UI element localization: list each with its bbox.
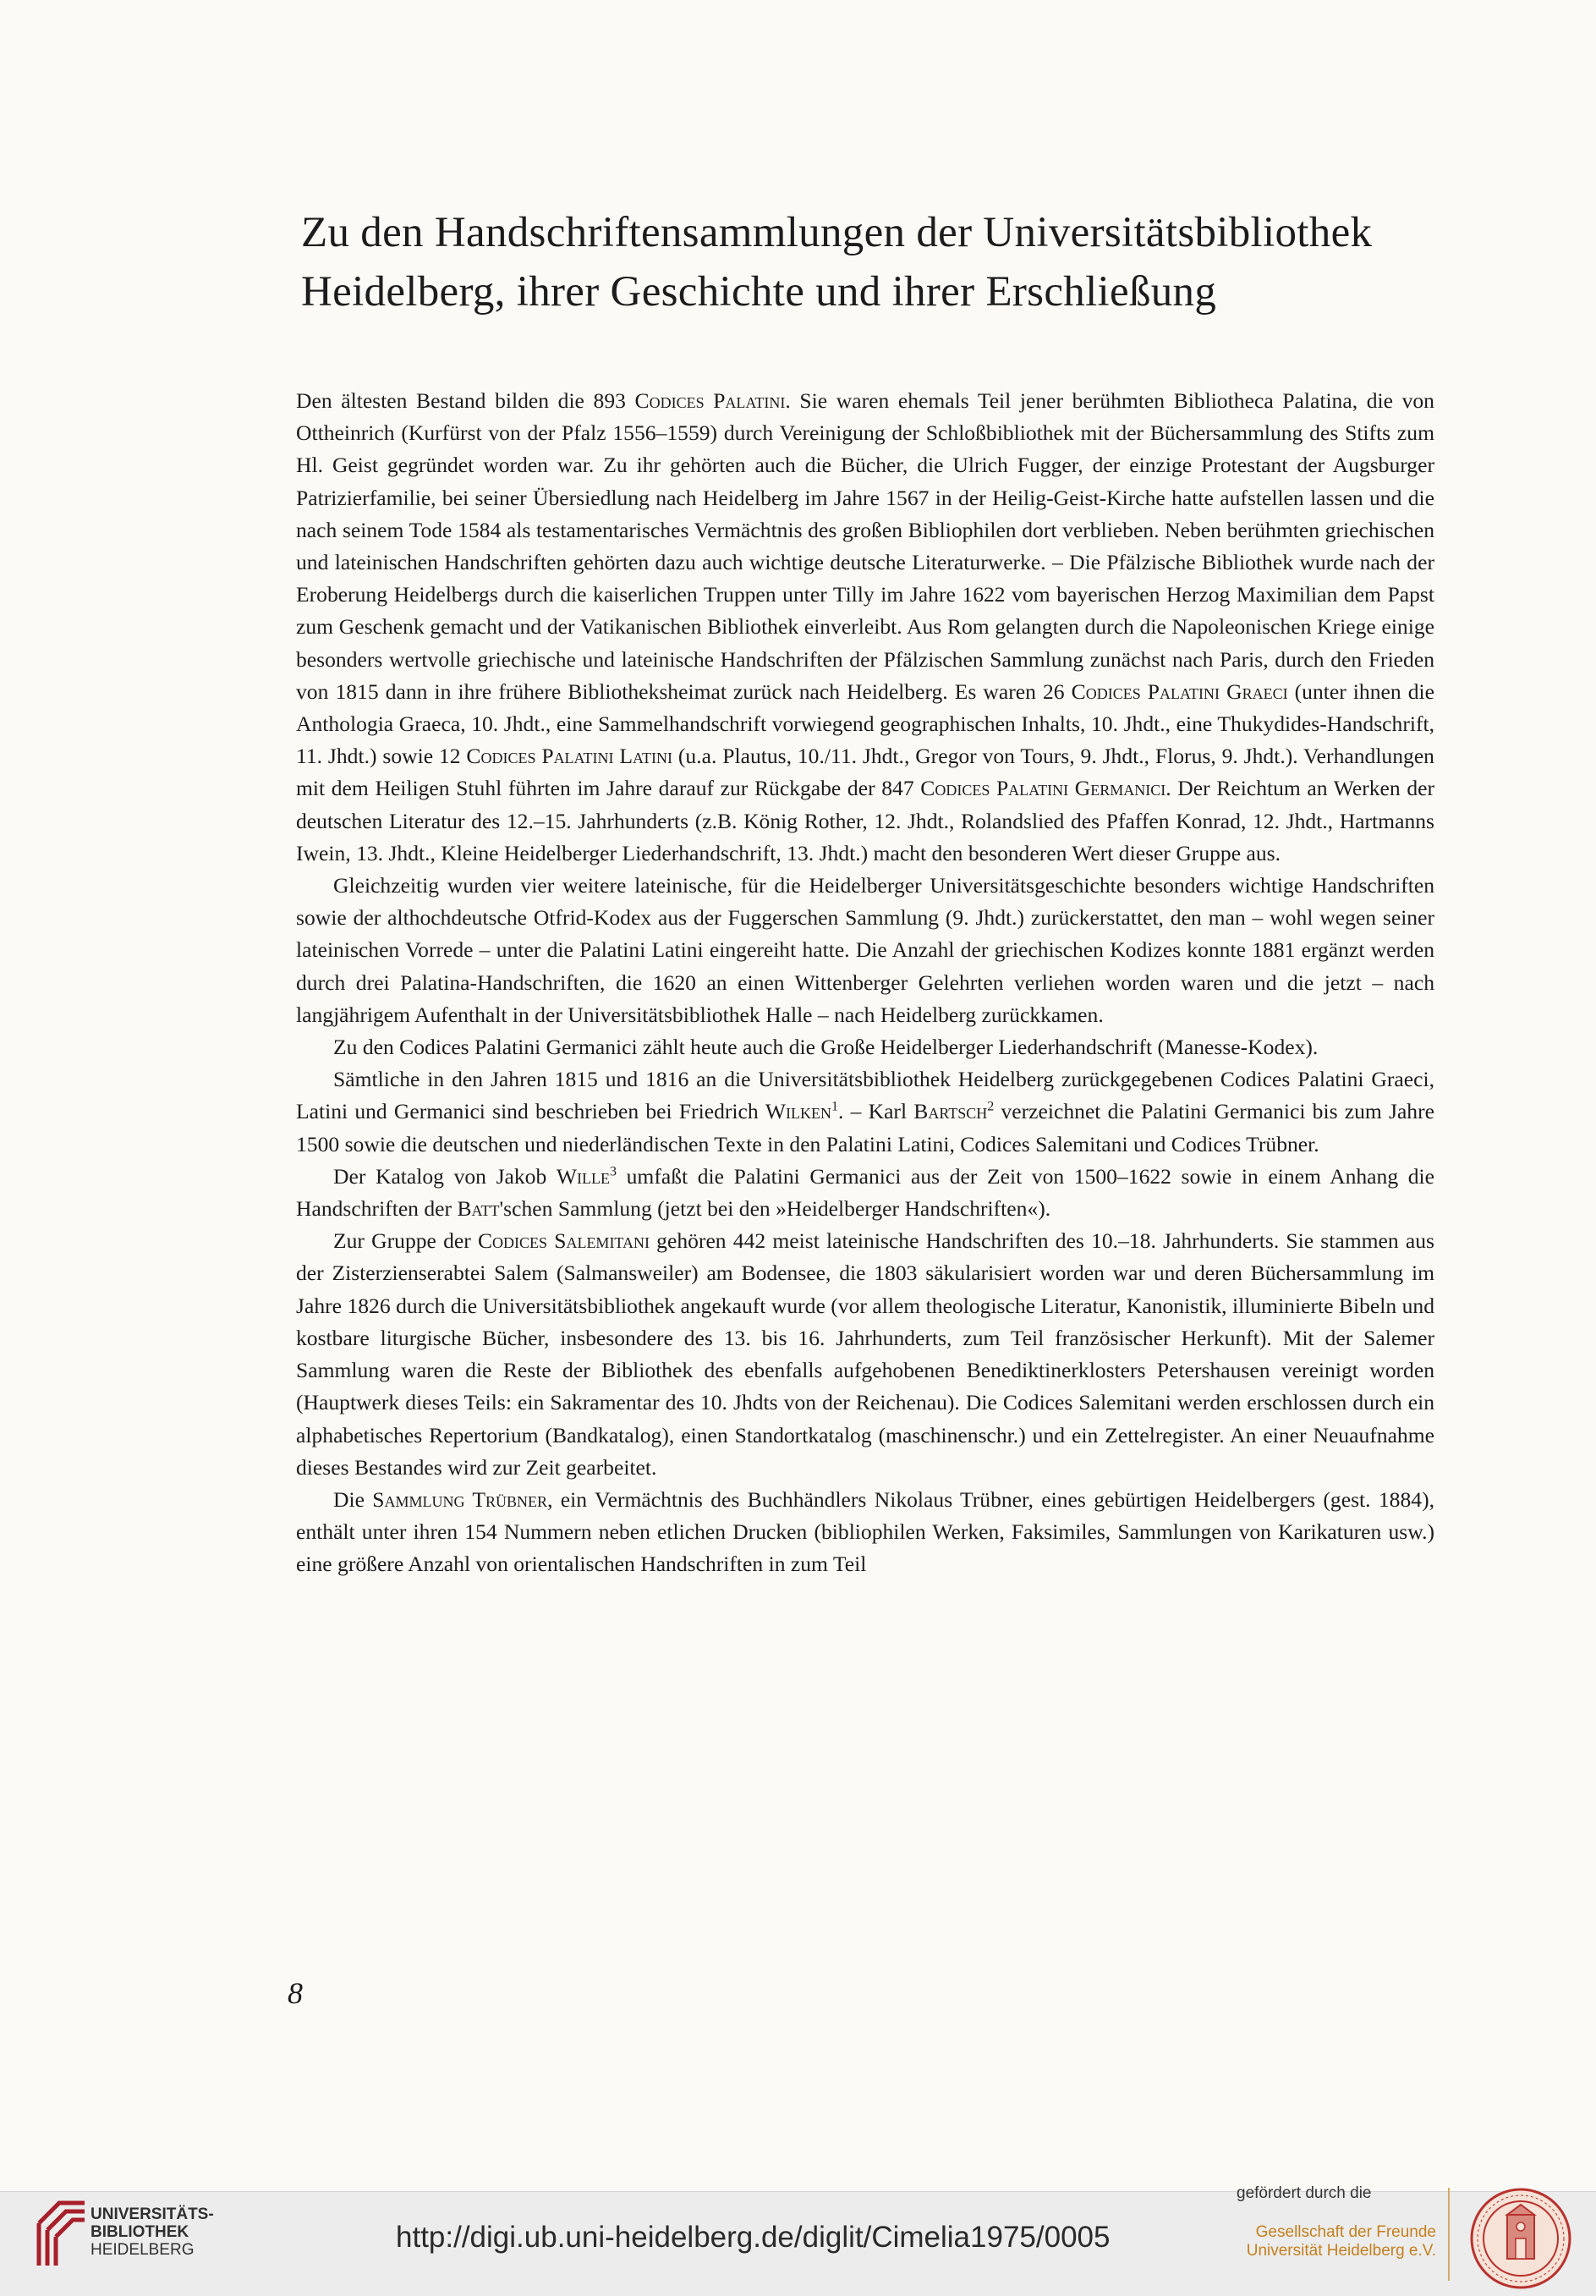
body-paragraph (296, 1161, 1434, 1225)
text-run: . Sie waren ehemals Teil jener berühmten Bibliotheca Palatina, die von Ottheinrich (Kurfürst von der Pfalz 1556–1559) durch Vereinigung der Schloßbibliothek mit der Büchersammlung des Stifts zum Hl. Geist gegründet worden war. Zu ihr gehörten auch die Bücher, die Ulrich Fugger, der einzige Protestant der Augsburger Patrizierfamilie, bei seiner Übersiedlung nach Heidelberg im Jahre 1567 in der Heilig-Geist-Kirche hatte aufstellen lassen und die nach seinem Tode 1584 als testamentarisches Vermächtnis des großen Bibliophilen dort verblieben. Neben berühmten griechischen und lateinischen Handschriften gehörten dazu auch wichtige deutsche Literaturwerke. – Die Pfälzische Bibliothek wurde nach der Eroberung Heidelbergs durch die kaiserlichen Truppen unter Tilly im Jahre 1622 vom bayerischen Herzog Maximilian dem Papst zum Geschenk gemacht und der Vatikanischen Bibliothek einverleibt. Aus Rom gelangten durch die Napoleonischen Kriege einige besonders wertvolle griechische und lateinische Handschriften der Pfälzischen Sammlung zunächst nach Paris, durch den Frieden von 1815 dann in ihre frühere Bibliotheksheimat zurück nach Heidelberg. Es waren 26 (296, 388, 1434, 704)
footer-divider (1448, 2188, 1450, 2281)
small-caps-term: Codices Palatini Germanici (920, 776, 1166, 801)
body-paragraph (296, 1063, 1434, 1161)
text-run: Die (333, 1486, 373, 1512)
title-line-2: Heidelberg, ihrer Geschichte und ihrer Erschließung (301, 268, 1217, 316)
text-run: Gleichzeitig wurden vier weitere lateinische, für die Heidelberger Universitätsgeschichte besonders wichtige Handschriften sowie der althochdeutsche Otfrid-Kodex aus der Fuggerschen Sammlung (9. Jhdt.) zurückerstattet, den man – wohl wegen seiner lateinischen Vorrede – unter die Palatini Latini eingereiht hatte. Die Anzahl der griechischen Kodizes konnte 1881 ergänzt werden durch drei Palatina-Handschriften, die 1620 an einen Wittenberger Gelehrten verliehen worden waren und die jetzt – nach langjährigem Aufenthalt in der Universitätsbibliothek Halle – nach Heidelberg zurückkamen. (296, 873, 1434, 1027)
body-paragraph (296, 1225, 1434, 1484)
library-name-line-1: UNIVERSITÄTS- (90, 2205, 214, 2223)
text-run: , ein Vermächtnis des Buchhändlers Nikolaus Trübner, eines gebürtigen Heidelbergers (gest. 1884), enthält unter ihren 154 Nummern neben etlichen Drucken (bibliophilen Werken, Faksimiles, Sammlungen von Karikaturen usw.) eine größere Anzahl von orientalischen Handschriften in zum Teil (296, 1486, 1434, 1577)
society-name-line-1: Gesellschaft der Freunde (1255, 2223, 1436, 2241)
text-run: (u.a. Plautus, 10./11. Jhdt., Gregor von Tours, 9. Jhdt., Florus, 9. Jhdt.). Verhandlungen mit dem Heiligen Stuhl führten im Jahre darauf zur Rückgabe der 847 (296, 744, 1434, 801)
permalink-url[interactable]: http://digi.ub.uni-heidelberg.de/diglit/Cimelia1975/0005 (396, 2221, 1111, 2254)
body-paragraph (296, 1031, 1434, 1063)
small-caps-term: Sammlung Trübner (372, 1486, 548, 1512)
text-run: . Der Reichtum an Werken der deutschen Literatur des 12.–15. Jahrhunderts (z.B. König Rother, 12. Jhdt., Rolandslied des Pfaffen Konrad, 12. Jhdt., Hartmanns Iwein, 13. Jhdt., Kleine Heidelberger Liederhandschrift, 13. Jhdt.) macht den besonderen Wert dieser Gruppe aus. (296, 776, 1434, 865)
text-run: verzeichnet die Palatini Germanici bis zum Jahre 1500 sowie die deutschen und niederländischen Texte in den Palatini Latini, Codices Salemitani und Codices Trübner. (296, 1099, 1434, 1156)
library-name[interactable] (90, 2205, 214, 2259)
small-caps-term: Wilken (765, 1099, 831, 1124)
text-run: Der Katalog von Jakob (333, 1163, 557, 1189)
title-line-1: Zu den Handschriftensammlungen der Universitätsbibliothek (301, 209, 1373, 256)
text-run: Zur Gruppe der (333, 1228, 478, 1254)
footnote-ref[interactable]: 3 (610, 1164, 617, 1179)
small-caps-term: Codices Salemitani (477, 1228, 650, 1254)
small-caps-term: Codices Palatini (634, 388, 786, 413)
text-run: gehören 442 meist lateinische Handschriften des 10.–18. Jahrhunderts. Sie stammen aus der Zisterzienserabtei Salem (Salmansweiler) am Bodensee, die 1803 säkularisiert worden war und deren Büchersammlung im Jahre 1826 durch die Universitätsbibliothek angekauft wurde (vor allem theologische Literatur, Kanonistik, illuminierte Bibeln und kostbare liturgische Bücher, insbesondere des 13. bis 16. Jahrhunderts, zum Teil französischer Herkunft). Mit der Salemer Sammlung waren die Reste der Bibliothek des ebenfalls aufgehobenen Benediktinerklosters Petershausen vereinigt worden (Hauptwerk dieses Teils: ein Sakramentar des 10. Jhdts von der Reichenau). Die Codices Salemitani werden erschlossen durch ein alphabetisches Repertorium (Bandkatalog), einen Standortkatalog (maschinenschr.) und ein Zettelregister. An einer Neuaufnahme dieses Bestandes wird zur Zeit gearbeitet. (296, 1228, 1434, 1480)
text-run: Den ältesten Bestand bilden die 893 (296, 388, 635, 413)
text-run: . – Karl (838, 1099, 914, 1124)
body-paragraph (296, 385, 1434, 870)
small-caps-term: Codices Palatini Latini (466, 744, 673, 769)
society-name[interactable] (1233, 2223, 1436, 2260)
sponsor-label: gefördert durch die (1237, 2184, 1372, 2202)
text-run: (unter ihnen die Anthologia Graeca, 10. Jhdt., eine Sammelhandschrift vorwiegend geographischen Inhalts, 10. Jhdt., eine Thukydides-Handschrift, 11. Jhdt.) sowie 12 (296, 678, 1435, 769)
body-paragraph (296, 1484, 1434, 1581)
small-caps-term: Wille (556, 1163, 611, 1189)
small-caps-term: Codices Palatini Graeci (1071, 678, 1288, 704)
university-seal-icon[interactable] (1468, 2186, 1573, 2291)
text-run: Zu den Codices Palatini Germanici zählt heute auch die Große Heidelberger Liederhandschrift (Manesse-Kodex). (333, 1035, 1319, 1060)
library-name-line-3: HEIDELBERG (90, 2241, 195, 2259)
body-paragraph (296, 870, 1434, 1031)
page-title (301, 203, 1485, 321)
page-number: 8 (288, 1976, 303, 2010)
footnote-ref[interactable]: 1 (831, 1099, 838, 1114)
text-run: 'schen Sammlung (jetzt bei den »Heidelberger Handschriften«). (499, 1196, 1051, 1222)
footnote-ref[interactable]: 2 (987, 1099, 995, 1114)
society-name-line-2: Universität Heidelberg e.V. (1246, 2242, 1436, 2260)
library-logo-icon[interactable] (34, 2198, 90, 2271)
article-body (296, 385, 1434, 1581)
text-run: umfaßt die Palatini Germanici aus der Zeit von 1500–1622 sowie in einem Anhang die Handschriften der (296, 1163, 1434, 1222)
small-caps-term: Batt (457, 1196, 500, 1222)
small-caps-term: Bartsch (913, 1099, 988, 1124)
text-run: Sämtliche in den Jahren 1815 und 1816 an die Universitätsbibliothek Heidelberg zurückgegebenen Codices Palatini Graeci, Latini und Germanici sind beschrieben bei Friedrich (296, 1067, 1434, 1124)
library-name-line-2: BIBLIOTHEK (90, 2223, 189, 2241)
